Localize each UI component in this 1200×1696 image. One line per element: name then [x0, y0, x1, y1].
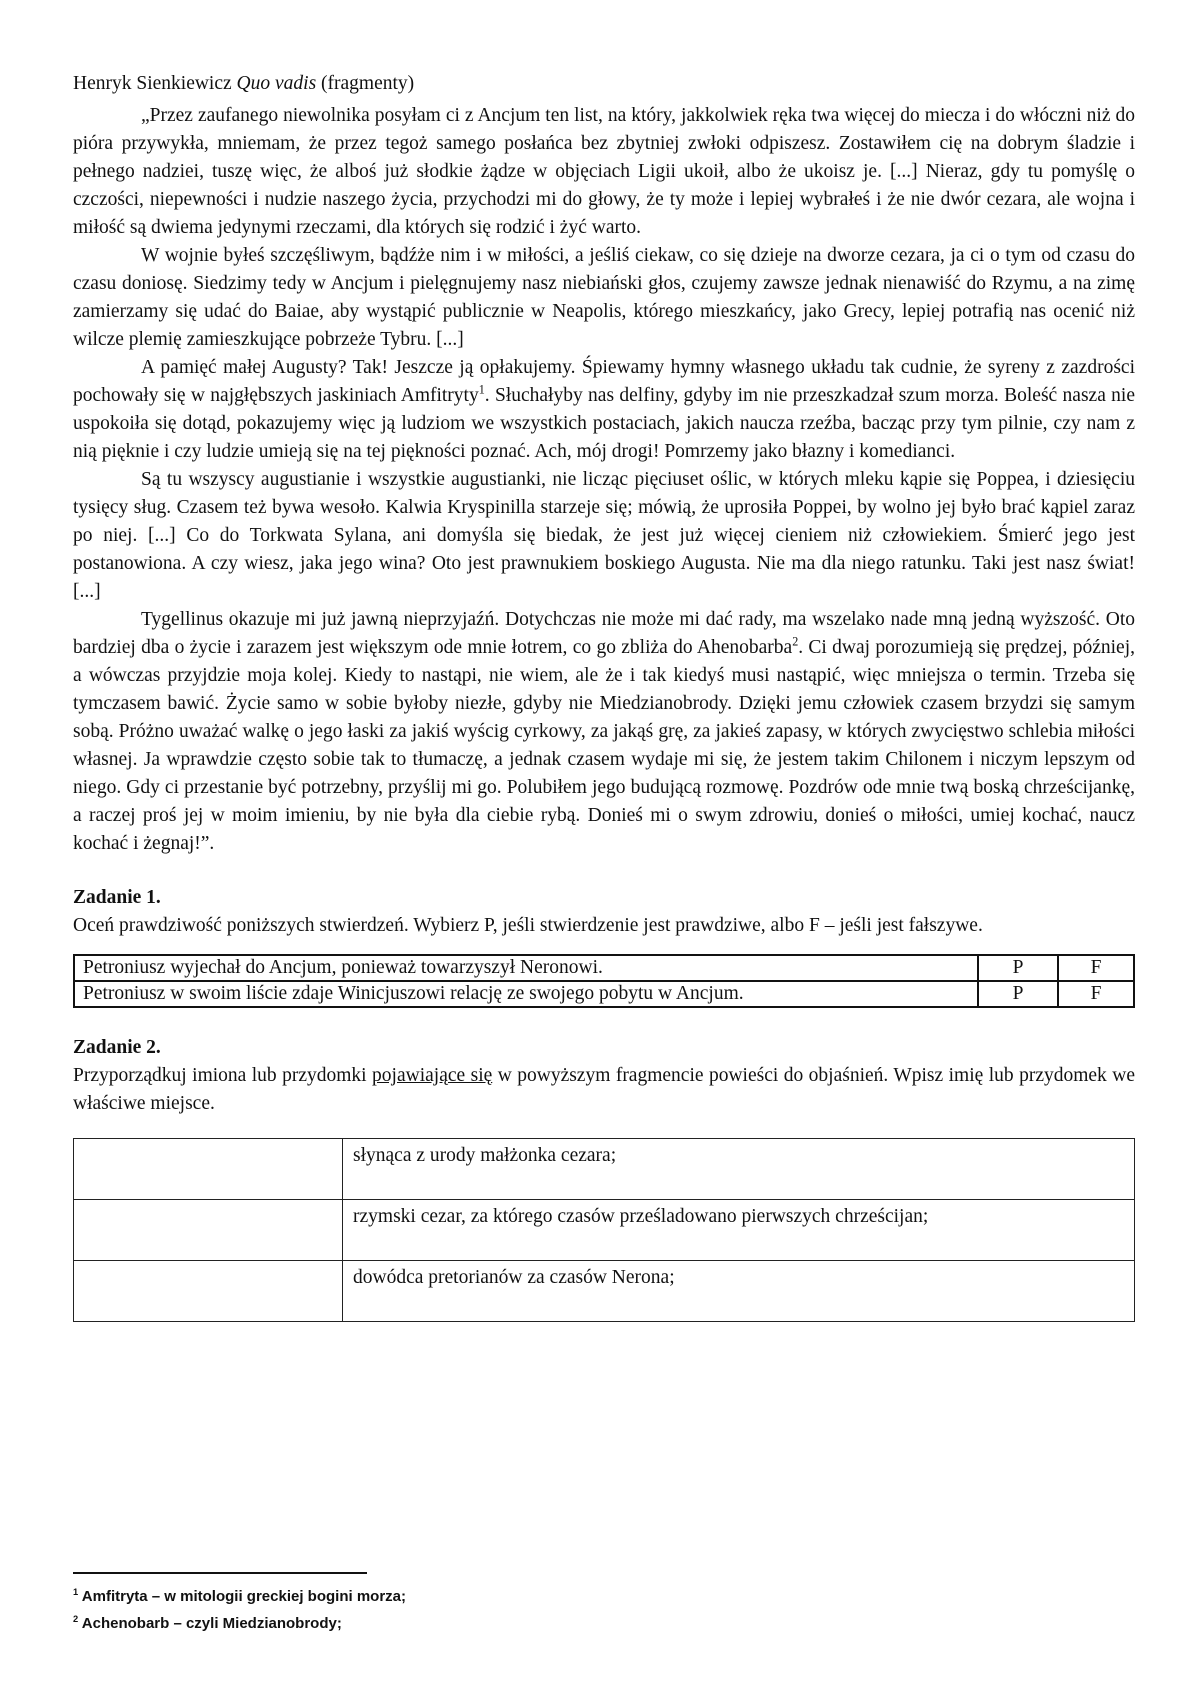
document-heading	[73, 70, 1135, 98]
task-2-instruction	[73, 1062, 1135, 1118]
answer-cell[interactable]	[74, 1261, 343, 1322]
footnote-ref-1: 1	[478, 382, 485, 397]
table-row	[74, 1139, 1135, 1200]
description-cell: dowódca pretorianów za czasów Nerona;	[343, 1261, 1135, 1322]
answer-cell[interactable]	[74, 1139, 343, 1200]
true-option[interactable]: P	[978, 981, 1058, 1007]
footnote-mark: 1	[73, 1587, 79, 1597]
heading-suffix: (fragmenty)	[321, 73, 415, 94]
instruction-part-2: w powyższym fragmencie powieści do objaśnień. Wpisz imię lub przydomek we właściwe miejsce.	[73, 1065, 1135, 1114]
paragraph-5	[73, 606, 1135, 858]
description-cell: rzymski cezar, za którego czasów prześladowano pierwszych chrześcijan;	[343, 1200, 1135, 1261]
table-row	[74, 1261, 1135, 1322]
paragraph-3	[73, 354, 1135, 466]
table-row	[74, 955, 1134, 981]
table-row	[74, 1200, 1135, 1261]
instruction-underlined: pojawiające się	[372, 1065, 493, 1086]
footnote-text: Amfitryta – w mitologii greckiej bogini morza;	[78, 1588, 406, 1605]
instruction-part-1: Przyporządkuj imiona lub przydomki	[73, 1065, 373, 1086]
matching-table	[73, 1138, 1135, 1322]
paragraph-5-part-2: . Ci dwaj porozumieją się prędzej, później, a wówczas przyjdzie moja kolej. Kiedy to nastąpi, nie wiem, ale że i tak kiedyś musi nastąpić, więc mniejsza o termin. Trzeba się tymczasem bawić. Życie samo w sobie byłoby niezłe, gdyby nie Miedzianobrody. Dzięki jemu człowiek czasem brzydzi się samym sobą. Próżno uważać walkę o jego łaski za jakiś wyścig cyrkowy, za jakąś grę, za jakieś zapasy, w których zwycięstwo schlebia miłości własnej. Ja wprawdzie często sobie tak to tłumaczę, a jednak czasem wydaje mi się, że jestem takim Chilonem i niczym lepszym od niego. Gdy ci przestanie być potrzebny, przyślij mi go. Polubiłem jego budującą rozmowę. Pozdrów ode mnie twą boską chrześcijankę, a raczej proś jej w moim imieniu, by nie była dla ciebie rybą. Donieś mi o swym zdrowiu, donieś o miłości, umiej kochać, naucz kochać i żegnaj!”.	[73, 637, 1135, 854]
paragraph-1: „Przez zaufanego niewolnika posyłam ci z Ancjum ten list, na który, jakkolwiek ręka twa więcej do miecza i do włóczni niż do pióra przywykła, mniemam, że przez tegoż samego posłańca bez zbytniej zwłoki odpiszesz. Zostawiłem cię na dobrym śladzie i pełnego nadziei, tuszę więc, że alboś już słodkie żądze w objęciach Ligii ukoił, albo że ukoisz je. [...] Nieraz, gdy tu pomyślę o czczości, niepewności i nudzie naszego życia, przychodzi mi do głowy, że ty może i lepiej wybrałeś i że nie dwór cezara, ale wojna i miłość są dwiema jedynymi rzeczami, dla których się rodzić i żyć warto.	[73, 105, 1135, 238]
statement-cell: Petroniusz wyjechał do Ancjum, ponieważ towarzyszył Neronowi.	[74, 955, 978, 981]
true-false-table	[73, 954, 1135, 1008]
footnote-1	[73, 1583, 406, 1610]
task-2-title: Zadanie 2.	[73, 1037, 161, 1058]
author-name: Henryk Sienkiewicz	[73, 73, 232, 94]
footnote-2	[73, 1610, 406, 1637]
book-title: Quo vadis	[236, 73, 317, 94]
false-option[interactable]: F	[1058, 955, 1134, 981]
task-1-title: Zadanie 1.	[73, 887, 161, 908]
paragraph-3-part-1: A pamięć małej Augusty? Tak! Jeszcze ją opłakujemy. Śpiewamy hymny własnego układu tak cudnie, że syreny z zazdrości pochowały się w najgłębszych jaskiniach Amfitryty	[73, 357, 1135, 406]
footnote-mark: 2	[73, 1614, 79, 1624]
false-option[interactable]: F	[1058, 981, 1134, 1007]
paragraph-3-part-2: . Słuchałyby nas delfiny, gdyby im nie przeszkadzał szum morza. Boleść nasza nie uspokoiła się dotąd, pokazujemy więc ją ludziom we wszystkich postaciach, jakich naucza rzeźba, bacząc przy tym pilnie, czy nam z nią pięknie i czy ludzie umieją się na tej piękności poznać. Ach, mój drogi! Pomrzemy jako błazny i komedianci.	[73, 385, 1135, 462]
statement-cell: Petroniusz w swoim liście zdaje Winicjuszowi relację ze swojego pobytu w Ancjum.	[74, 981, 978, 1007]
paragraph-2: W wojnie byłeś szczęśliwym, bądźże nim i w miłości, a jeśliś ciekaw, co się dzieje na dworze cezara, ja ci o tym od czasu do czasu doniosę. Siedzimy tedy w Ancjum i pielęgnujemy nasz niebiański głos, czujemy zawsze jednak nienawiść do Rzymu, a na zimę zamierzamy się udać do Baiae, aby wystąpić publicznie w Neapolis, którego mieszkańcy, jako Grecy, lepiej potrafią nas ocenić niż wilcze plemię zamieszkujące pobrzeże Tybru. [...]	[73, 245, 1135, 350]
description-cell: słynąca z urody małżonka cezara;	[343, 1139, 1135, 1200]
footnote-divider	[73, 1572, 367, 1574]
paragraph-4: Są tu wszyscy augustianie i wszystkie augustianki, nie licząc pięciuset oślic, w których mleku kąpie się Poppea, i dziesięciu tysięcy sług. Czasem też bywa wesoło. Kalwia Kryspinilla starzeje się; mówią, że uprosiła Poppei, by wolno jej było brać kąpiel zaraz po niej. [...] Co do Torkwata Sylana, ani domyśla się biedak, że jest już więcej cieniem niż człowiekiem. Śmierć jego jest postanowiona. A czy wiesz, jaka jego wina? Oto jest prawnukiem boskiego Augusta. Nie ma dla niego ratunku. Taki jest nasz świat! [...]	[73, 469, 1135, 602]
footnote-text: Achenobarb – czyli Miedzianobrody;	[78, 1615, 342, 1632]
document-page	[73, 70, 1135, 1322]
paragraph-5-part-1: Tygellinus okazuje mi już jawną nieprzyjaźń. Dotychczas nie może mi dać rady, ma wszelako nade mną jedną wyższość. Oto bardziej dba o życie i zarazem jest większym ode mnie łotrem, co go zbliża do Ahenobarba	[73, 609, 1135, 658]
task-1-instruction: Oceń prawdziwość poniższych stwierdzeń. Wybierz P, jeśli stwierdzenie jest prawdziwe, albo F – jeśli jest fałszywe.	[73, 915, 983, 936]
answer-cell[interactable]	[74, 1200, 343, 1261]
table-row	[74, 981, 1134, 1007]
true-option[interactable]: P	[978, 955, 1058, 981]
footnotes	[73, 1583, 406, 1637]
footnote-ref-2: 2	[792, 634, 799, 649]
